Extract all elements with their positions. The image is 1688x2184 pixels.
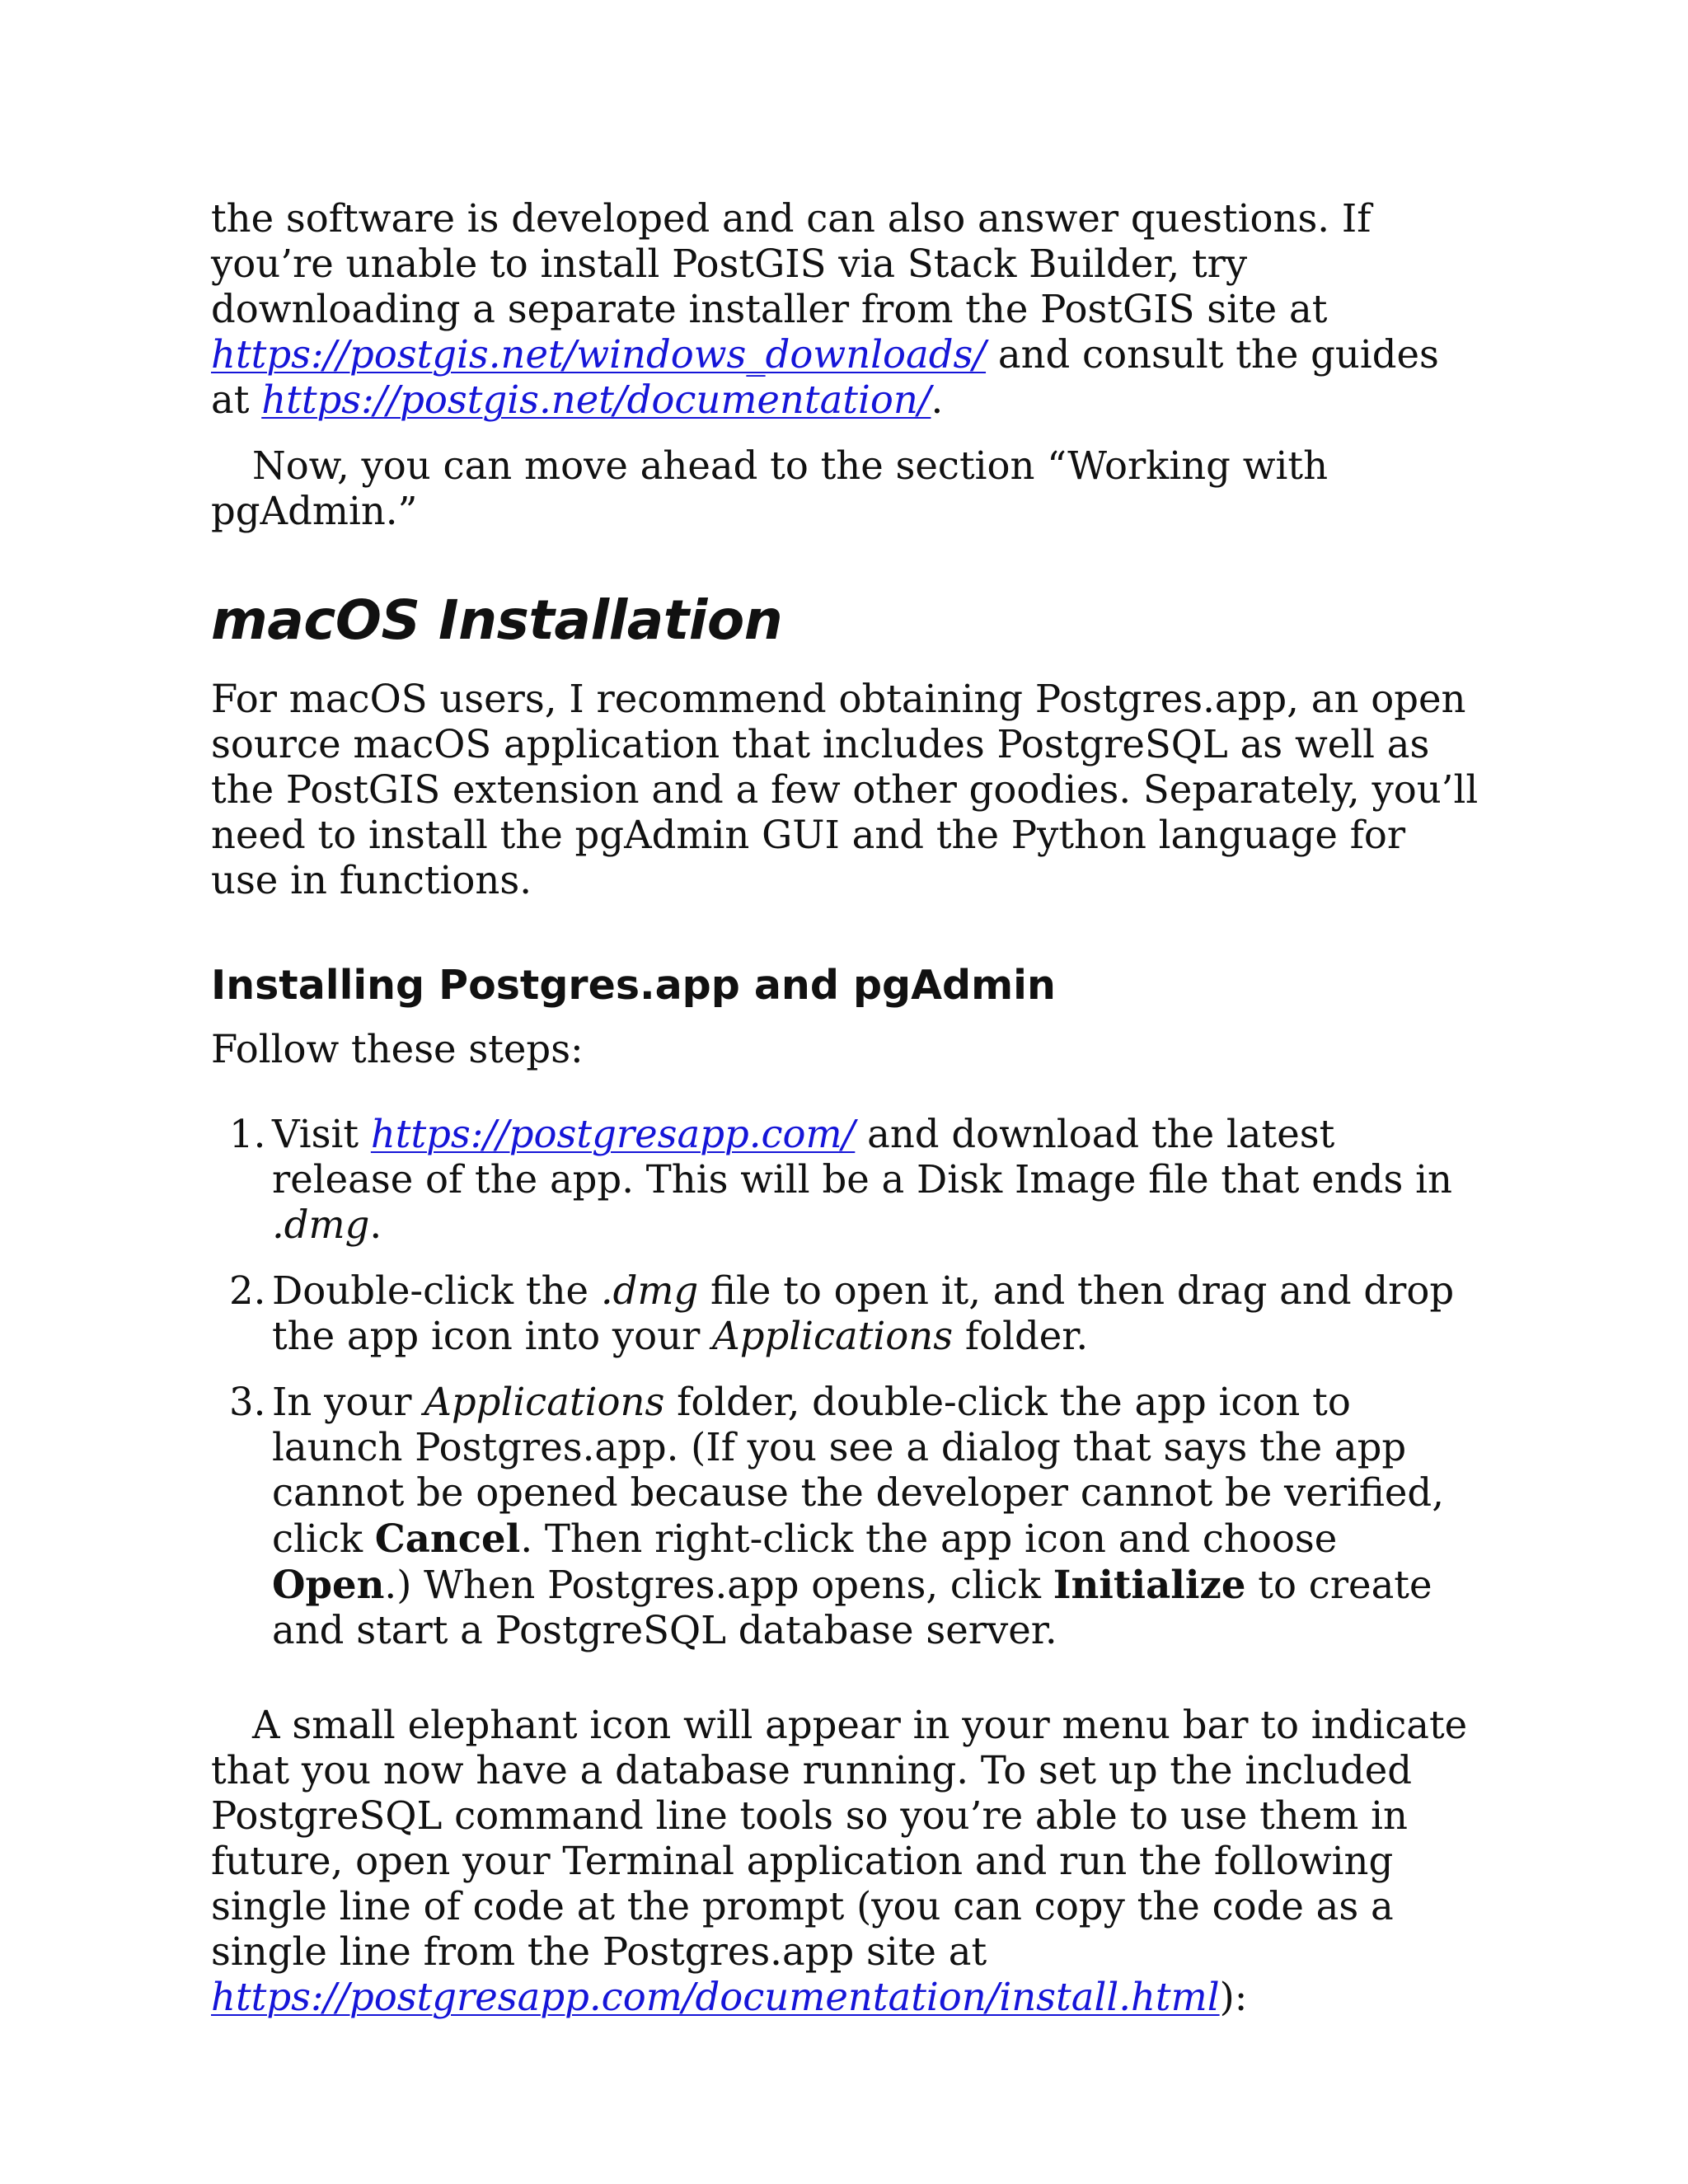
step-bold: Initialize xyxy=(1053,1562,1246,1607)
postgis-documentation-link[interactable]: https://postgis.net/documentation/ xyxy=(261,377,931,422)
next-section-paragraph: Now, you can move ahead to the section “Working with pgAdmin.” xyxy=(211,443,1329,533)
step-bold: Cancel xyxy=(374,1516,521,1561)
step-bold: Open xyxy=(272,1562,385,1607)
step-number: 1. xyxy=(229,1112,266,1156)
postgis-windows-downloads-link[interactable]: https://postgis.net/windows_downloads/ xyxy=(211,332,987,377)
section-heading: macOS Installation xyxy=(211,588,783,652)
step-number: 2. xyxy=(229,1268,266,1313)
step-text: .) When Postgres.app opens, click xyxy=(384,1563,1053,1607)
step-italic: Applications xyxy=(712,1314,954,1358)
step-text: Double-click the xyxy=(272,1268,601,1313)
step-italic: Applications xyxy=(424,1380,665,1424)
final-text-2: ): xyxy=(1219,1975,1248,2019)
intro-paragraph xyxy=(211,196,1480,423)
step-text: Visit xyxy=(272,1112,371,1156)
list-item-step-2 xyxy=(211,1268,1480,1359)
step-text: . Then right-click the app icon and choose xyxy=(520,1516,1338,1561)
step-text: folder. xyxy=(953,1314,1089,1358)
postgresapp-link[interactable]: https://postgresapp.com/ xyxy=(370,1112,856,1156)
follow-text: Follow these steps: xyxy=(211,1027,584,1071)
final-text-1: A small elephant icon will appear in your menu bar to indicate that you now have a database running. To set up the included PostgreSQL command line tools so you’re able to use them in future, open your Terminal application and run the following single line of code at the prompt (you can copy the code as a single line from the Postgres.app site at xyxy=(211,1703,1468,1974)
final-paragraph xyxy=(211,1703,1480,2020)
document-page xyxy=(211,196,1480,2020)
intro-text-3: . xyxy=(931,377,944,422)
section-paragraph: For macOS users, I recommend obtaining Postgres.app, an open source macOS application that includes PostgreSQL as well as the PostGIS extension and a few other goodies. Separately, you’ll need to install the pgAdmin GUI and the Python language for use in functions. xyxy=(211,677,1479,902)
step-text: folder, double-click the app icon to launch Postgres.app. (If you see a dialog that says the app cannot be opened because the developer cannot be verified, click xyxy=(272,1380,1444,1561)
step-italic: .dmg xyxy=(272,1202,370,1247)
step-text: file to open it, and then drag and drop the app icon into your xyxy=(272,1268,1455,1358)
step-number: 3. xyxy=(229,1380,266,1424)
step-italic: .dmg xyxy=(600,1268,699,1313)
postgresapp-install-docs-link[interactable]: https://postgresapp.com/documentation/install.html xyxy=(211,1975,1220,2019)
step-text: to create and start a PostgreSQL database server. xyxy=(272,1563,1432,1652)
list-item-step-3 xyxy=(211,1380,1480,1653)
subheading: Installing Postgres.app and pgAdmin xyxy=(211,962,1056,1009)
intro-text-1: the software is developed and can also answer questions. If you’re unable to install PostGIS via Stack Builder, try downloading a separate installer from the PostGIS site at xyxy=(211,196,1372,331)
list-item-step-1 xyxy=(211,1112,1480,1248)
intro-text-2: and consult the guides at xyxy=(211,332,1439,422)
step-text: and download the latest release of the app. This will be a Disk Image file that ends in xyxy=(272,1112,1452,1202)
step-text: . xyxy=(369,1202,382,1247)
step-text: In your xyxy=(272,1380,424,1424)
steps-list xyxy=(211,1112,1480,1653)
